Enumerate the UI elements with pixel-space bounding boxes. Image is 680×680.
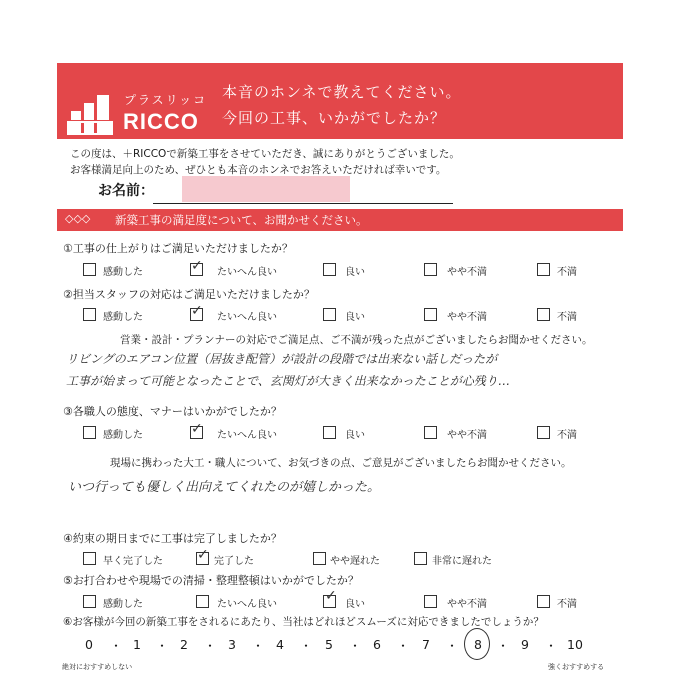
question-4: ④約束の期日までに工事は完了しましたか？ — [63, 532, 282, 545]
staff-answer-line1: リビングのエアコン位置（居抜き配管）が設計の段階では出来ない話しだったが — [66, 352, 498, 366]
intro-line1: この度は、＋RICCOで新築工事をさせていただき、誠にありがとうございました。 — [70, 148, 460, 160]
name-label: お名前： — [98, 183, 154, 199]
q5-option-1: 感動した — [103, 599, 143, 610]
scale-dot: ・ — [349, 639, 362, 653]
scale-low-label: 絶対におすすめしない — [62, 663, 133, 671]
q4-option-1: 早く完了した — [103, 556, 163, 567]
q3-option-4: やや不満 — [447, 430, 487, 441]
question-2: ②担当スタッフの対応はご満足いただけましたか？ — [63, 288, 315, 301]
q4-checkbox-1[interactable] — [83, 552, 96, 565]
question-5: ⑤お打合わせや現場での清掃・整理整頓はいかがでしたか？ — [63, 574, 359, 587]
q4-option-4: 非常に遅れた — [432, 556, 492, 567]
q1-option-4: やや不満 — [447, 267, 487, 278]
scale-dot: ・ — [252, 639, 265, 653]
q4-checkbox-4[interactable] — [414, 552, 427, 565]
q1-option-5: 不満 — [557, 267, 577, 278]
q2-checkbox-4[interactable] — [424, 308, 437, 321]
scale-1[interactable]: 1 — [133, 637, 141, 652]
q2-option-1: 感動した — [103, 312, 143, 323]
scale-5[interactable]: 5 — [325, 637, 333, 652]
q3-checkbox-5[interactable] — [537, 426, 550, 439]
q4-check-icon: ✓ — [197, 547, 209, 563]
scale-8[interactable]: 8 — [474, 637, 482, 652]
scale-dot: ・ — [545, 639, 558, 653]
q2-check-icon: ✓ — [191, 303, 203, 319]
q1-options — [0, 258, 680, 278]
q5-option-5: 不満 — [557, 599, 577, 610]
header-line2: 今回の工事、いかがでしたか？ — [222, 109, 447, 127]
question-3: ③各職人の態度、マナーはいかがでしたか？ — [63, 405, 282, 418]
q3-option-3: 良い — [345, 430, 365, 441]
q5-checkbox-1[interactable] — [83, 595, 96, 608]
question-1: ①工事の仕上がりはご満足いただけましたか？ — [63, 242, 293, 255]
scale-dot: ・ — [446, 639, 459, 653]
q1-option-2: たいへん良い — [217, 267, 277, 278]
craft-prompt: 現場に携わった大工・職人について、お気づきの点、ご意見がございましたらお聞かせください。 — [110, 457, 572, 469]
q4-checkbox-3[interactable] — [313, 552, 326, 565]
scale-4[interactable]: 4 — [276, 637, 284, 652]
scale-dot: ・ — [397, 639, 410, 653]
scale-dot: ・ — [156, 639, 169, 653]
q1-check-icon: ✓ — [191, 258, 203, 274]
name-underline — [153, 203, 453, 204]
staff-answer-line2: 工事が始まって可能となったことで、玄関灯が大きく出来なかったことが心残り… — [66, 374, 510, 388]
q2-checkbox-1[interactable] — [83, 308, 96, 321]
brand-kana: プラスリッコ — [124, 93, 208, 107]
scale-dot: ・ — [497, 639, 510, 653]
q1-checkbox-3[interactable] — [323, 263, 336, 276]
scale-0[interactable]: 0 — [85, 637, 93, 652]
q1-checkbox-1[interactable] — [83, 263, 96, 276]
q3-option-1: 感動した — [103, 430, 143, 441]
q4-option-3: やや遅れた — [330, 556, 380, 567]
scale-dot: ・ — [300, 639, 313, 653]
scale-dot: ・ — [110, 639, 123, 653]
header-banner — [57, 63, 623, 139]
q2-option-5: 不満 — [557, 312, 577, 323]
q5-options — [0, 588, 680, 610]
q3-option-2: たいへん良い — [217, 430, 277, 441]
q3-option-5: 不満 — [557, 430, 577, 441]
q2-options — [0, 303, 680, 323]
q2-option-3: 良い — [345, 312, 365, 323]
q3-options — [0, 421, 680, 441]
q3-checkbox-3[interactable] — [323, 426, 336, 439]
header-line1: 本音のホンネで教えてください。 — [222, 83, 462, 101]
q2-option-2: たいへん良い — [217, 312, 277, 323]
scale-8-circle — [464, 628, 490, 660]
q4-options — [0, 547, 680, 567]
q5-option-4: やや不満 — [447, 599, 487, 610]
section-header — [57, 209, 623, 231]
q2-checkbox-5[interactable] — [537, 308, 550, 321]
q1-option-3: 良い — [345, 267, 365, 278]
q3-checkbox-1[interactable] — [83, 426, 96, 439]
q5-checkbox-2[interactable] — [196, 595, 209, 608]
q5-option-3: 良い — [345, 599, 365, 610]
diamond-icons: ◇◇◇ — [65, 212, 91, 225]
q1-option-1: 感動した — [103, 267, 143, 278]
q3-check-icon: ✓ — [191, 421, 203, 437]
intro-line2: お客様満足向上のため、ぜひとも本音のホンネでお答えいただければ幸いです。 — [70, 164, 447, 176]
scale-high-label: 強くおすすめする — [548, 663, 605, 671]
q5-checkbox-4[interactable] — [424, 595, 437, 608]
brand-name: RICCO — [123, 109, 199, 134]
scale-10[interactable]: 10 — [567, 637, 583, 652]
name-redaction — [182, 176, 350, 202]
scale-7[interactable]: 7 — [422, 637, 430, 652]
scale-6[interactable]: 6 — [373, 637, 381, 652]
scale-dot: ・ — [204, 639, 217, 653]
q5-checkbox-5[interactable] — [537, 595, 550, 608]
staff-prompt: 営業・設計・プランナーの対応でご満足点、ご不満が残った点がございましたらお聞かせください。 — [120, 334, 593, 346]
craft-answer: いつ行っても優しく出向えてくれたのが嬉しかった。 — [68, 480, 381, 495]
q5-option-2: たいへん良い — [217, 599, 277, 610]
q1-checkbox-4[interactable] — [424, 263, 437, 276]
scale-9[interactable]: 9 — [521, 637, 529, 652]
question-6: ⑥お客様が今回の新築工事をされるにあたり、当社はどれほどスムーズに対応できましたでしょうか？ — [63, 616, 544, 628]
q2-checkbox-3[interactable] — [323, 308, 336, 321]
scale-3[interactable]: 3 — [228, 637, 236, 652]
q4-option-2: 完了した — [214, 556, 254, 567]
q2-option-4: やや不満 — [447, 312, 487, 323]
ricco-logo-icon — [67, 91, 117, 135]
q5-check-icon: ✓ — [325, 588, 337, 604]
section-title: 新築工事の満足度について、お聞かせください。 — [115, 213, 368, 227]
scale-2[interactable]: 2 — [180, 637, 188, 652]
q1-checkbox-5[interactable] — [537, 263, 550, 276]
q3-checkbox-4[interactable] — [424, 426, 437, 439]
